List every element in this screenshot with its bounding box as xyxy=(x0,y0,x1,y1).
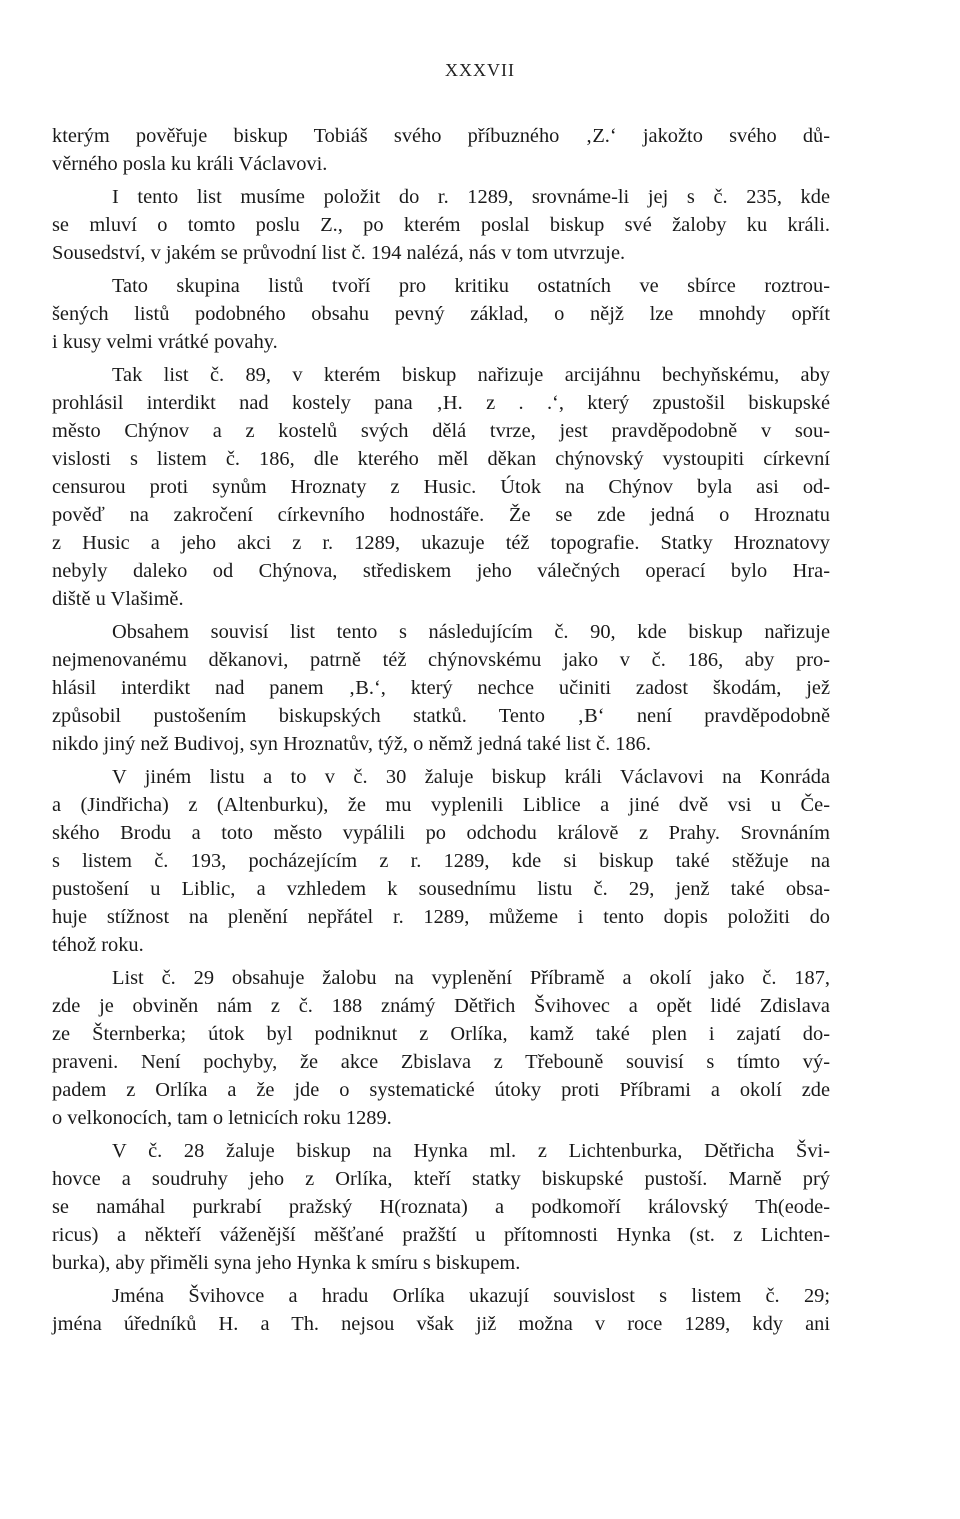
text-line: způsobil pustošením biskupských statků. Tento ‚B‘ není pravděpodobně xyxy=(52,705,830,727)
paragraph xyxy=(52,1137,830,1277)
text-line: praveni. Není pochyby, že akce Zbislava z Třebouně souvisí s tímto vý- xyxy=(52,1051,830,1073)
text-line: téhož roku. xyxy=(52,934,144,956)
text-line: pověď na zakročení církevního hodnostáře. Že se zde jedná o Hroznatu xyxy=(52,504,830,526)
text-line: město Chýnov a z kostelů svých dělá tvrze, jest pravděpodobně v sou- xyxy=(52,420,830,442)
text-line: nikdo jiný než Budivoj, syn Hroznatův, týž, o němž jedná také list č. 186. xyxy=(52,733,651,755)
text-line: hovce a soudruhy jeho z Orlíka, kteří statky biskupské pustoší. Marně prý xyxy=(52,1168,830,1190)
paragraph xyxy=(52,618,830,758)
text-line: V jiném listu a to v č. 30 žaluje biskup králi Václavovi na Konráda xyxy=(112,766,830,788)
page-number: XXXVII xyxy=(445,60,515,80)
text-line: Sousedství, v jakém se průvodní list č. 194 nalézá, nás v tom utvrzuje. xyxy=(52,242,626,264)
text-line: věrného posla ku králi Václavovi. xyxy=(52,153,328,175)
text-line: hlásil interdikt nad panem ‚B.‘, který nechce učiniti zadost škodám, jež xyxy=(52,677,830,699)
text-line: I tento list musíme položit do r. 1289, srovnáme-li jej s č. 235, kde xyxy=(112,186,830,208)
text-line: huje stížnost na plenění nepřátel r. 1289, můžeme i tento dopis položiti do xyxy=(52,906,830,928)
text-line: V č. 28 žaluje biskup na Hynka ml. z Lichtenburka, Dětřicha Švi- xyxy=(112,1140,830,1162)
text-line: Jména Švihovce a hradu Orlíka ukazují souvislost s listem č. 29; xyxy=(112,1285,830,1307)
text-line: burka), aby přiměli syna jeho Hynka k smíru s biskupem. xyxy=(52,1252,521,1274)
text-line: ského Brodu a toto město vypálili po odchodu královĕ z Prahy. Srovnáním xyxy=(52,822,830,844)
text-line: z Husic a jeho akci z r. 1289, ukazuje též topografie. Statky Hroznatovy xyxy=(52,532,830,554)
text-line: s listem č. 193, pocházejícím z r. 1289, kde si biskup také stěžuje na xyxy=(52,850,830,872)
text-line: Tak list č. 89, v kterém biskup nařizuje arcijáhnu bechyňskému, aby xyxy=(112,364,830,386)
text-line: censurou proti synům Hroznaty z Husic. Útok na Chýnov byla asi od- xyxy=(52,476,830,498)
text-line: diště u Vlašimě. xyxy=(52,588,184,610)
paragraph xyxy=(52,1282,830,1338)
text-line: ricus) a někteří váženější měšťané pražští u přítomnosti Hynka (st. z Lichten- xyxy=(52,1224,830,1246)
text-line: i kusy velmi vrátké povahy. xyxy=(52,331,278,353)
text-line: kterým pověřuje biskup Tobiáš svého příbuzného ‚Z.‘ jakožto svého dů- xyxy=(52,125,830,147)
paragraph xyxy=(52,272,830,356)
text-line: Tato skupina listů tvoří pro kritiku ostatních ve sbírce roztrou- xyxy=(112,275,830,297)
paragraph xyxy=(52,183,830,267)
text-line: a (Jindřicha) z (Altenburku), že mu vyplenili Liblice a jiné dvě vsi u Če- xyxy=(52,794,830,816)
text-line: prohlásil interdikt nad kostely pana ‚H. z . .‘, který zpustošil biskupské xyxy=(52,392,830,414)
text-line: nejmenovanému děkanovi, patrně též chýnovskému jako v č. 186, aby pro- xyxy=(52,649,830,671)
text-line: jména úředníků H. a Th. nejsou však již možna v roce 1289, kdy ani xyxy=(52,1313,830,1335)
paragraph xyxy=(52,964,830,1132)
paragraph xyxy=(52,122,830,178)
text-line: zde je obviněn nám z č. 188 známý Dětřich Švihovec a opět lidé Zdislava xyxy=(52,995,830,1017)
text-line: o velkonocích, tam o letnicích roku 1289. xyxy=(52,1107,392,1129)
text-line: List č. 29 obsahuje žalobu na vyplenění Příbramě a okolí jako č. 187, xyxy=(112,967,830,989)
body-text xyxy=(52,122,830,1338)
text-line: šených listů podobného obsahu pevný základ, o nějž lze mnohdy opřít xyxy=(52,303,830,325)
text-line: pustošení u Liblic, a vzhledem k sousednímu listu č. 29, jenž také obsa- xyxy=(52,878,830,900)
text-line: ze Šternberka; útok byl podniknut z Orlíka, kamž také plen i zajatí do- xyxy=(52,1023,830,1045)
text-line: Obsahem souvisí list tento s následujícím č. 90, kde biskup nařizuje xyxy=(112,621,830,643)
paragraph xyxy=(52,763,830,959)
text-line: padem z Orlíka a že jde o systematické útoky proti Příbrami a okolí zde xyxy=(52,1079,830,1101)
text-line: nebyly daleko od Chýnova, střediskem jeho válečných operací bylo Hra- xyxy=(52,560,830,582)
text-line: se namáhal purkrabí pražský H(roznata) a podkomoří královský Th(eode- xyxy=(52,1196,830,1218)
text-line: se mluví o tomto poslu Z., po kterém poslal biskup své žaloby ku králi. xyxy=(52,214,830,236)
text-line: vislosti s listem č. 186, dle kterého měl děkan chýnovský vystoupiti církevní xyxy=(52,448,830,470)
paragraph xyxy=(52,361,830,613)
